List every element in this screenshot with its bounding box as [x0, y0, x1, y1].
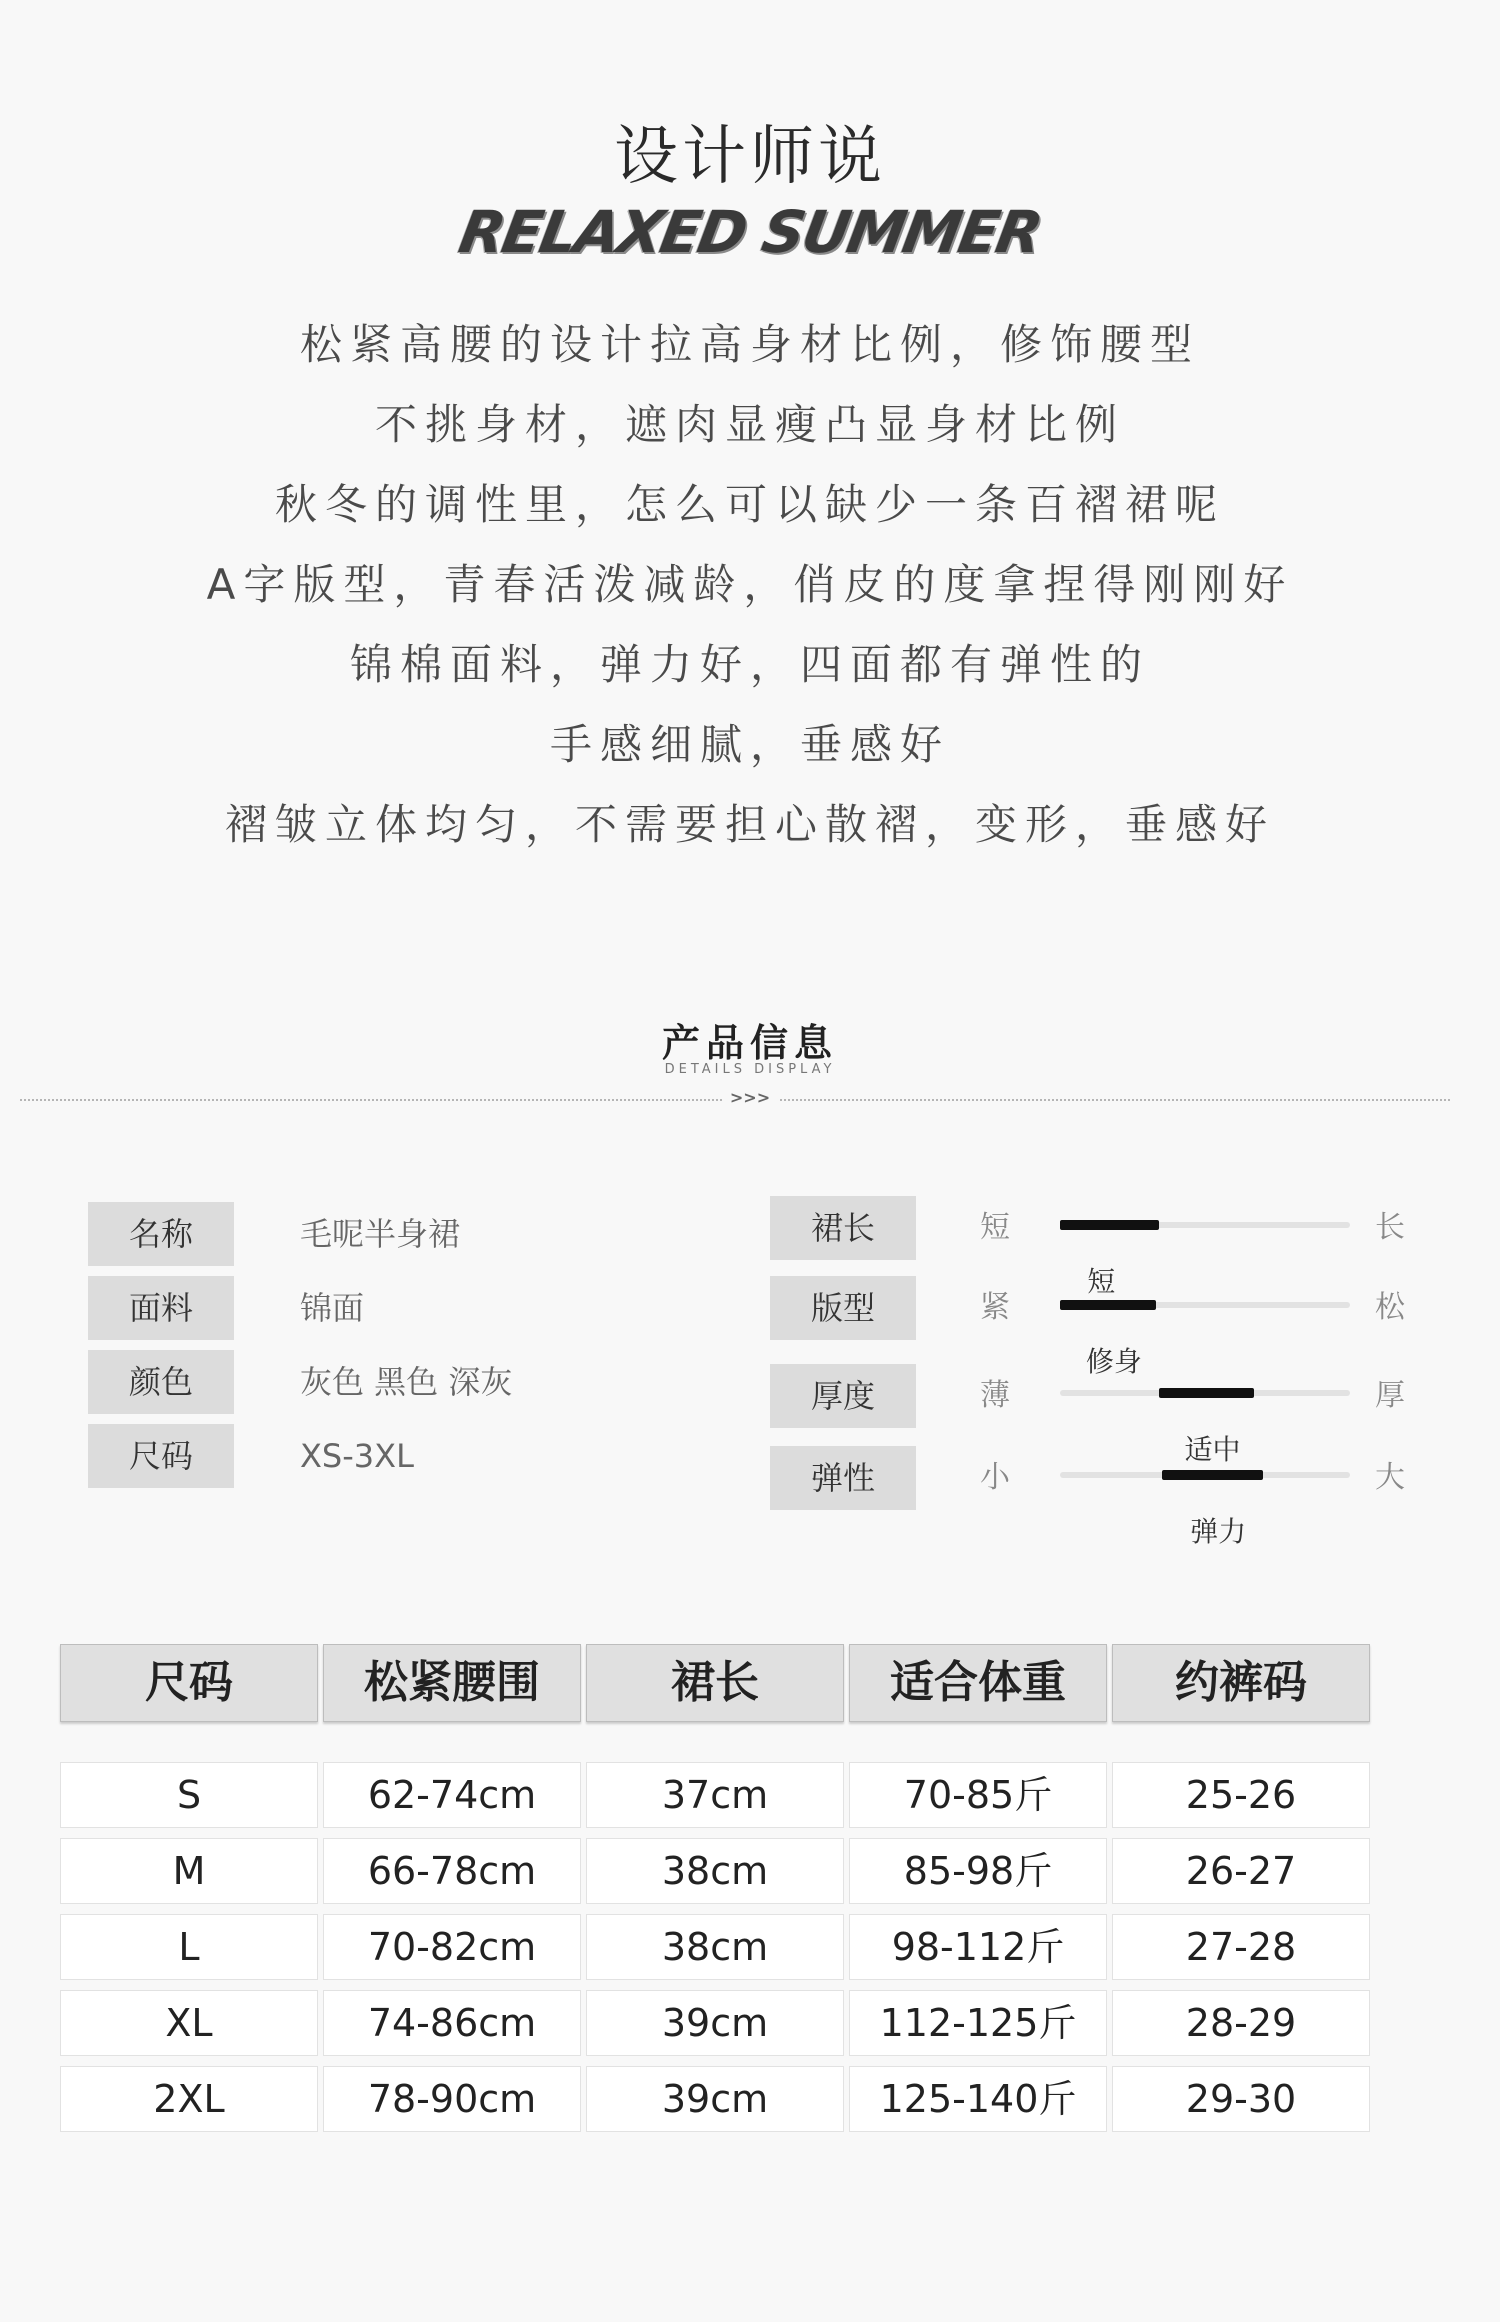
scale-fill — [1159, 1388, 1255, 1398]
attribute-label: 尺码 — [88, 1424, 234, 1488]
scale-max: 长 — [1375, 1210, 1405, 1245]
table-cell: 29-30 — [1112, 2066, 1370, 2132]
designer-title: 设计师说 — [614, 120, 886, 194]
table-cell: 66-78cm — [323, 1838, 581, 1904]
scale-min: 薄 — [980, 1378, 1010, 1413]
table-header: 约裤码 — [1112, 1644, 1370, 1722]
table-cell: 98-112斤 — [849, 1914, 1107, 1980]
description-line: 手感细腻，垂感好 — [549, 720, 950, 769]
table-cell: 85-98斤 — [849, 1838, 1107, 1904]
scale-min: 短 — [980, 1210, 1010, 1245]
scale-thickness — [770, 1364, 1430, 1466]
table-cell: 70-82cm — [323, 1914, 581, 1980]
table-cell: 39cm — [586, 1990, 844, 2056]
attribute-label: 名称 — [88, 1202, 234, 1266]
scale-max: 松 — [1375, 1290, 1405, 1325]
scale-value: 修身 — [1085, 1345, 1142, 1378]
scale-track — [1060, 1390, 1350, 1466]
description-line: A字版型，青春活泼减龄，俏皮的度拿捏得刚刚好 — [206, 560, 1294, 609]
product-info-subtitle: DETAILS DISPLAY — [664, 1062, 836, 1077]
table-header: 松紧腰围 — [323, 1644, 581, 1722]
table-cell: 2XL — [60, 2066, 318, 2132]
scale-max: 大 — [1375, 1460, 1405, 1495]
divider-arrows — [0, 1088, 1500, 1107]
product-info-title: 产品信息 — [661, 1021, 838, 1065]
scale-min: 小 — [980, 1460, 1010, 1495]
table-header: 尺码 — [60, 1644, 318, 1722]
table-cell: 26-27 — [1112, 1838, 1370, 1904]
scale-value: 短 — [1087, 1265, 1116, 1298]
attribute-value: 灰色 黑色 深灰 — [300, 1363, 513, 1401]
table-cell: 27-28 — [1112, 1914, 1370, 1980]
scale-label: 裙长 — [770, 1196, 916, 1260]
attribute-value: 锦面 — [300, 1289, 365, 1327]
table-header: 适合体重 — [849, 1644, 1107, 1722]
table-cell: 39cm — [586, 2066, 844, 2132]
table-cell: 112-125斤 — [849, 1990, 1107, 2056]
designer-description — [0, 305, 1500, 865]
scale-fit — [770, 1276, 1430, 1378]
table-cell: 38cm — [586, 1838, 844, 1904]
scale-track — [1060, 1472, 1350, 1548]
attribute-value: 毛呢半身裙 — [300, 1215, 461, 1253]
table-cell: 38cm — [586, 1914, 844, 1980]
scale-fill — [1060, 1220, 1159, 1230]
attribute-value: XS-3XL — [300, 1437, 414, 1475]
table-cell: 37cm — [586, 1762, 844, 1828]
table-cell: 78-90cm — [323, 2066, 581, 2132]
scale-value: 弹力 — [1190, 1515, 1247, 1548]
scale-elasticity — [770, 1446, 1430, 1548]
description-line: 不挑身材，遮肉显瘦凸显身材比例 — [374, 400, 1125, 449]
table-cell: M — [60, 1838, 318, 1904]
designer-subtitle: RELAXED SUMMER — [454, 198, 1046, 266]
arrows-icon: >>> — [722, 1088, 778, 1107]
table-cell: 74-86cm — [323, 1990, 581, 2056]
scale-label: 厚度 — [770, 1364, 916, 1428]
attribute-label: 颜色 — [88, 1350, 234, 1414]
table-cell: S — [60, 1762, 318, 1828]
description-line: 松紧高腰的设计拉高身材比例，修饰腰型 — [299, 320, 1200, 369]
scale-label: 版型 — [770, 1276, 916, 1340]
table-cell: 70-85斤 — [849, 1762, 1107, 1828]
description-line: 褶皱立体均匀，不需要担心散褶，变形，垂感好 — [224, 800, 1275, 849]
scale-fill — [1060, 1300, 1156, 1310]
description-line: 锦棉面料，弹力好，四面都有弹性的 — [349, 640, 1150, 689]
scale-value: 适中 — [1184, 1433, 1241, 1466]
scale-label: 弹性 — [770, 1446, 916, 1510]
table-cell: XL — [60, 1990, 318, 2056]
table-cell: 28-29 — [1112, 1990, 1370, 2056]
scale-track — [1060, 1222, 1350, 1298]
table-cell: L — [60, 1914, 318, 1980]
scale-fill — [1162, 1470, 1264, 1480]
table-cell: 25-26 — [1112, 1762, 1370, 1828]
scale-length — [770, 1196, 1430, 1298]
table-cell: 125-140斤 — [849, 2066, 1107, 2132]
scale-max: 厚 — [1375, 1378, 1405, 1413]
table-header: 裙长 — [586, 1644, 844, 1722]
table-cell: 62-74cm — [323, 1762, 581, 1828]
attribute-label: 面料 — [88, 1276, 234, 1340]
scale-min: 紧 — [980, 1290, 1010, 1325]
scale-track — [1060, 1302, 1350, 1378]
description-line: 秋冬的调性里，怎么可以缺少一条百褶裙呢 — [274, 480, 1225, 529]
